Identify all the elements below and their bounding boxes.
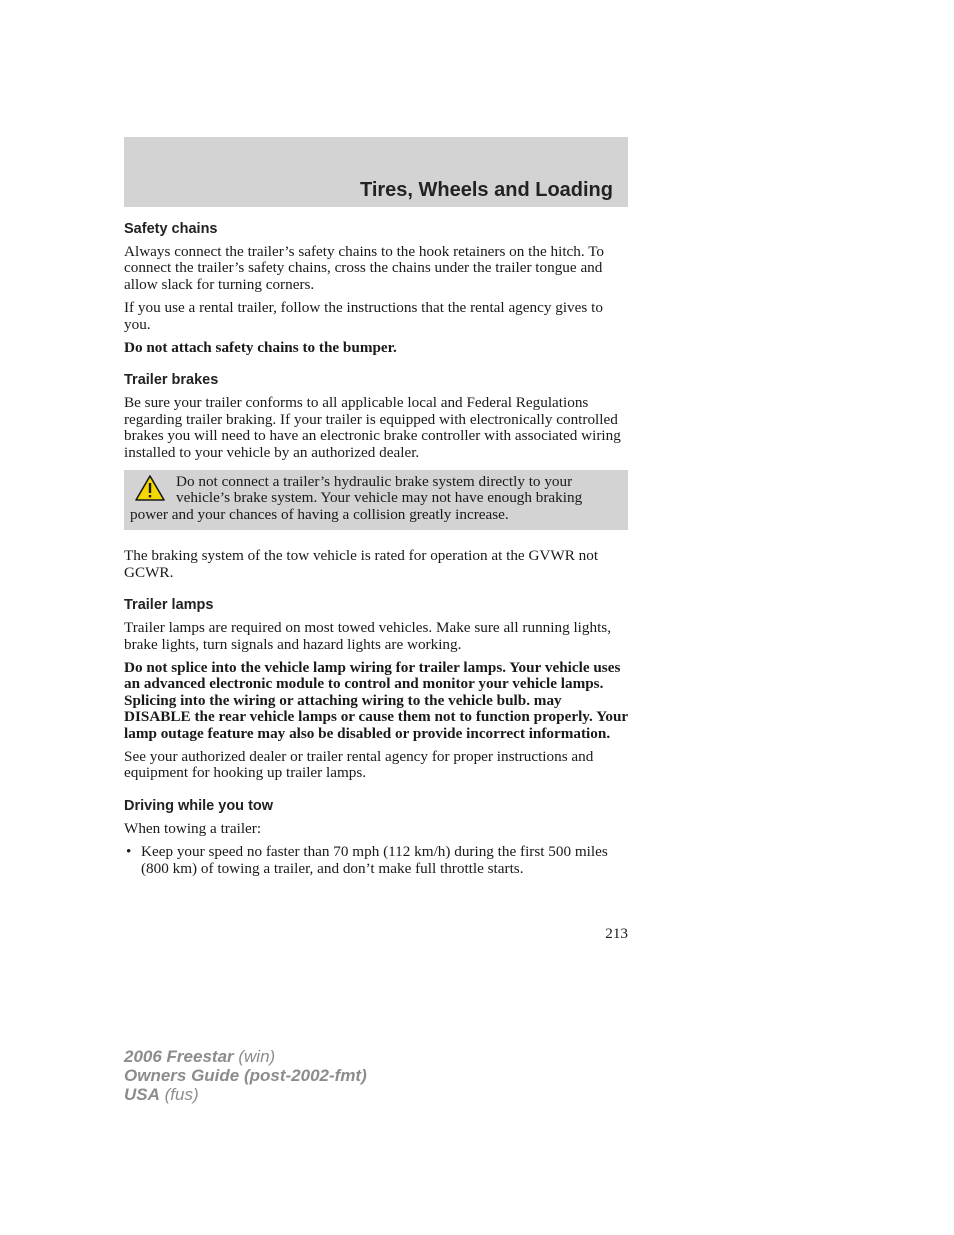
bullet-dot-icon: • bbox=[126, 843, 132, 861]
paragraph: When towing a trailer: bbox=[124, 819, 262, 837]
section-heading: Trailer lamps bbox=[124, 597, 214, 614]
section-driving-while-you-tow bbox=[124, 797, 628, 877]
footer-line bbox=[124, 1047, 367, 1066]
document-footer bbox=[124, 1047, 367, 1104]
footer-guide: Owners Guide (post-2002-fmt) bbox=[124, 1066, 367, 1085]
footer-market: USA bbox=[124, 1085, 160, 1104]
paragraph: Be sure your trailer conforms to all applicable local and Federal Regulations regarding trailer braking. If your trailer is equipped with electronically controlled brakes you will need to have an electronic brake controller with associated wiring installed to your vehicle by an authorized dealer. bbox=[124, 394, 621, 461]
page-content bbox=[124, 220, 628, 877]
list-item-text: Keep your speed no faster than 70 mph (112 km/h) during the first 500 miles (800 km) of towing a trailer, and don’t make full throttle starts. bbox=[141, 843, 608, 877]
section-trailer-brakes bbox=[124, 371, 628, 581]
list-item bbox=[124, 844, 628, 877]
chapter-header-band bbox=[124, 137, 628, 207]
paragraph: Always connect the trailer’s safety chains to the hook retainers on the hitch. To connect the trailer’s safety chains, cross the chains under the trailer tongue and allow slack for turning corners. bbox=[124, 243, 605, 293]
footer-line bbox=[124, 1066, 367, 1085]
bold-notice: Do not attach safety chains to the bumper. bbox=[124, 339, 397, 357]
warning-text: Do not connect a trailer’s hydraulic brake system directly to your vehicle’s brake system. Your vehicle may not have enough braking power and your chances of having a collision greatly increase. bbox=[130, 473, 583, 523]
section-safety-chains bbox=[124, 220, 628, 356]
footer-model-code: (win) bbox=[233, 1047, 276, 1066]
chapter-title: Tires, Wheels and Loading bbox=[359, 179, 613, 201]
footer-line bbox=[124, 1085, 367, 1104]
section-heading: Trailer brakes bbox=[124, 372, 219, 389]
page-number: 213 bbox=[605, 925, 628, 942]
footer-model: 2006 Freestar bbox=[124, 1047, 234, 1066]
paragraph: See your authorized dealer or trailer rental agency for proper instructions and equipment for hooking up trailer lamps. bbox=[124, 747, 594, 782]
paragraph: If you use a rental trailer, follow the instructions that the rental agency gives to you. bbox=[124, 299, 603, 333]
section-trailer-lamps bbox=[124, 596, 628, 782]
section-heading: Driving while you tow bbox=[124, 797, 274, 814]
bold-notice: Do not splice into the vehicle lamp wiring for trailer lamps. Your vehicle uses an advanced electronic module to control and monitor your vehicle lamps. Splicing into the wiring or attaching wiring to the vehicle bulb. may DISABLE the rear vehicle lamps or cause them not to function properly. Your lamp outage feature may also be disabled or provide incorrect information. bbox=[124, 658, 628, 742]
section-heading: Safety chains bbox=[124, 221, 218, 237]
paragraph: The braking system of the tow vehicle is rated for operation at the GVWR not GCWR. bbox=[124, 547, 599, 581]
warning-box bbox=[124, 470, 628, 530]
paragraph: Trailer lamps are required on most towed vehicles. Make sure all running lights, brake lights, turn signals and hazard lights are working. bbox=[124, 619, 612, 653]
footer-market-code: (fus) bbox=[159, 1085, 199, 1104]
bullet-list bbox=[124, 844, 628, 877]
warning-triangle-icon bbox=[134, 474, 166, 502]
